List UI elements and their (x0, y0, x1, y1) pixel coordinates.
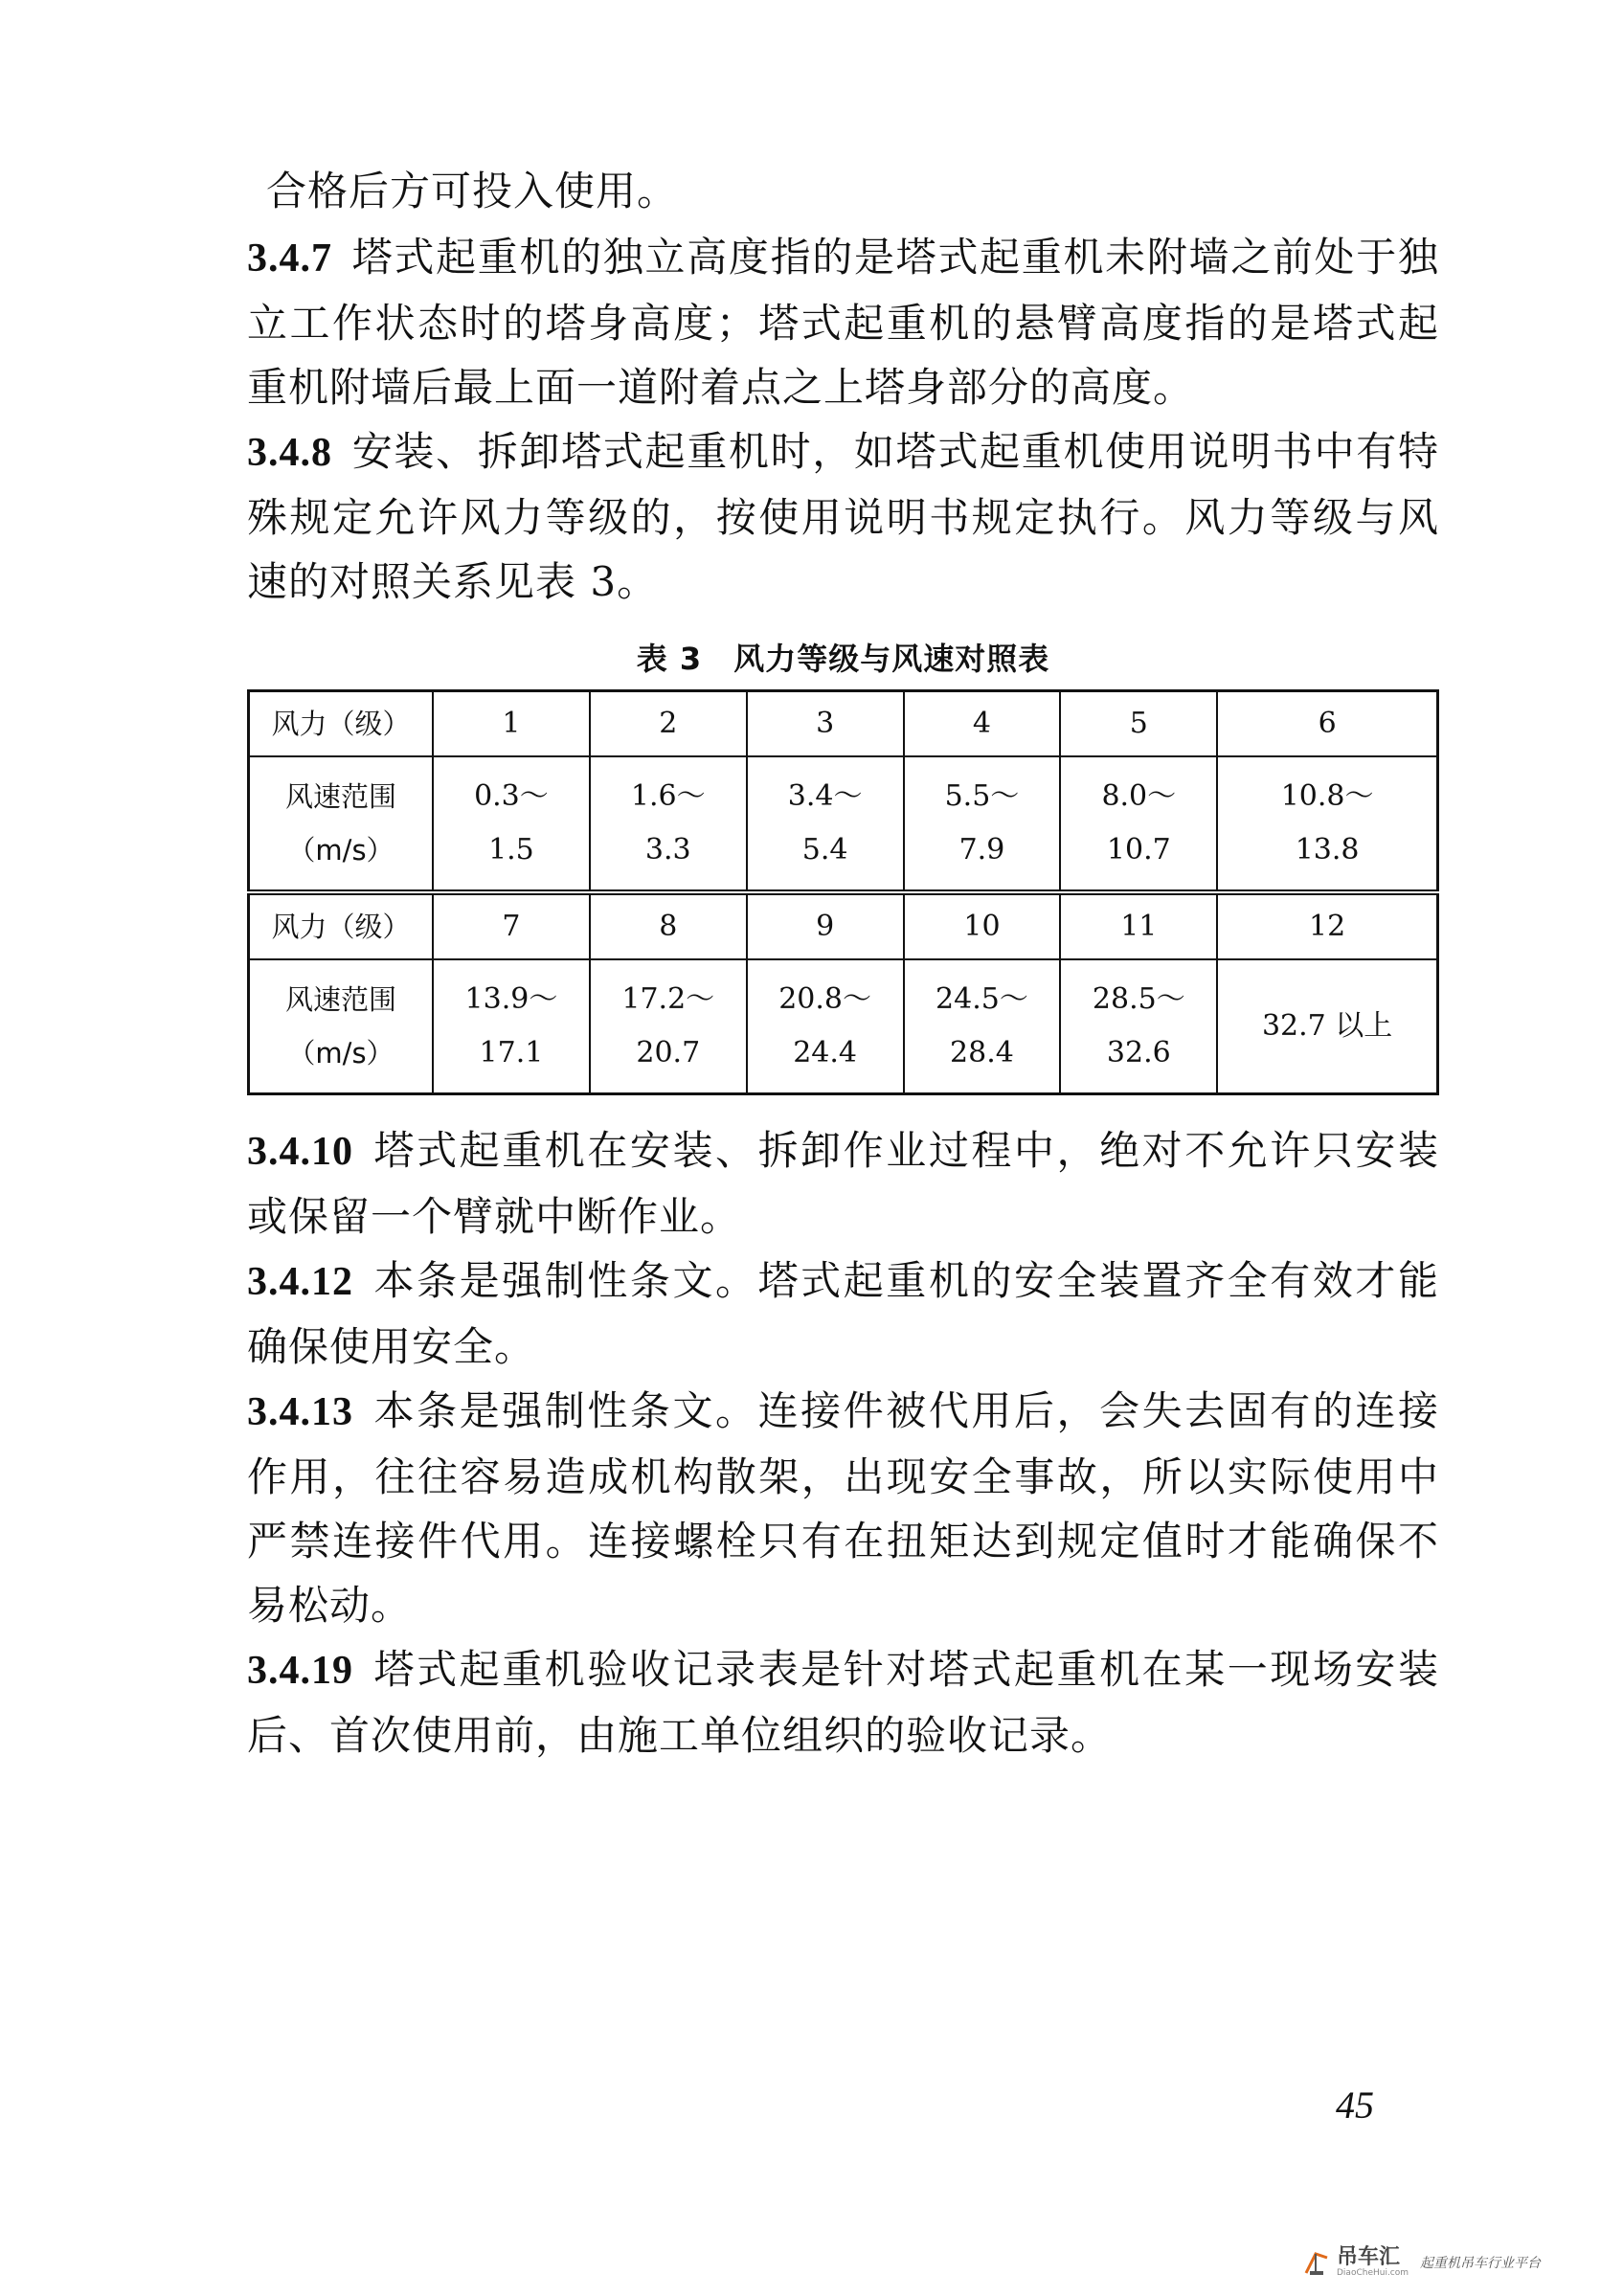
watermark-tagline: 起重机吊车行业平台 (1420, 2256, 1542, 2271)
speed-cell: 17.2～ 20.7 (590, 959, 747, 1094)
level-cell: 5 (1060, 691, 1217, 757)
table-row-levels-2 (249, 892, 1438, 959)
level-cell: 10 (904, 892, 1061, 959)
clause-number: 3.4.8 (247, 431, 332, 475)
speed-label-cell: 风速范围 （m/s） (249, 959, 434, 1094)
paragraph: 合格后方可投入使用。 (266, 168, 679, 214)
level-cell: 4 (904, 691, 1061, 757)
watermark-name: 吊车汇 (1337, 2245, 1401, 2269)
paragraph-3-4-13: 3.4.13 本条是强制性条文。连接件被代用后，会失去固有的连接作用，往往容易造成机构散架，出现安全事故，所以实际使用中严禁连接件代用。连接螺栓只有在扭矩达到规定值时才能确保不易松动。 (247, 1387, 1439, 1629)
crane-logo-icon (1302, 2248, 1331, 2277)
clause-number: 3.4.7 (247, 236, 332, 281)
paragraph-3-4-12: 3.4.12 本条是强制性条文。塔式起重机的安全装置齐全有效才能确保使用安全。 (247, 1257, 1439, 1370)
clause-number: 3.4.10 (247, 1130, 353, 1174)
table-row-speeds-1 (249, 756, 1438, 892)
level-cell: 1 (433, 691, 590, 757)
speed-cell: 0.3～ 1.5 (433, 756, 590, 892)
level-cell: 2 (590, 691, 747, 757)
speed-cell: 5.5～ 7.9 (904, 756, 1061, 892)
clause-number: 3.4.13 (247, 1390, 353, 1434)
paragraph-3-4-19: 3.4.19 塔式起重机验收记录表是针对塔式起重机在某一现场安装后、首次使用前，由施工单位组织的验收记录。 (247, 1646, 1439, 1759)
clause-number: 3.4.12 (247, 1260, 353, 1304)
body-text-before-table (247, 159, 1439, 614)
table-row-speeds-2 (249, 959, 1438, 1094)
speed-cell: 1.6～ 3.3 (590, 756, 747, 892)
speed-cell: 24.5～ 28.4 (904, 959, 1061, 1094)
watermark-url: DiaoCheHui.com (1337, 2268, 1409, 2278)
speed-cell: 20.8～ 24.4 (747, 959, 904, 1094)
paragraph-3-4-7: 3.4.7 塔式起重机的独立高度指的是塔式起重机未附墙之前处于独立工作状态时的塔身高度；塔式起重机的悬臂高度指的是塔式起重机附墙后最上面一道附着点之上塔身部分的高度。 (247, 234, 1439, 411)
page-number: 45 (1336, 2083, 1374, 2127)
speed-label-cell: 风速范围 （m/s） (249, 756, 434, 892)
level-cell: 9 (747, 892, 904, 959)
level-cell: 3 (747, 691, 904, 757)
level-cell: 12 (1217, 892, 1437, 959)
speed-cell: 10.8～ 13.8 (1217, 756, 1437, 892)
speed-cell: 13.9～ 17.1 (433, 959, 590, 1094)
watermark (1302, 2243, 1541, 2282)
paragraph-3-4-8: 3.4.8 安装、拆卸塔式起重机时，如塔式起重机使用说明书中有特殊规定允许风力等级的，按使用说明书规定执行。风力等级与风速的对照关系见表 3。 (247, 428, 1439, 605)
level-cell: 6 (1217, 691, 1437, 757)
paragraph-3-4-10: 3.4.10 塔式起重机在安装、拆卸作业过程中，绝对不允许只安装或保留一个臂就中断作业。 (247, 1127, 1439, 1240)
speed-cell: 8.0～ 10.7 (1060, 756, 1217, 892)
level-cell: 7 (433, 892, 590, 959)
wind-scale-table (247, 689, 1439, 1095)
clause-number: 3.4.19 (247, 1649, 353, 1693)
speed-cell: 3.4～ 5.4 (747, 756, 904, 892)
speed-cell: 28.5～ 32.6 (1060, 959, 1217, 1094)
level-label-cell: 风力（级） (249, 691, 434, 757)
body-text-after-table (247, 1118, 1439, 1767)
table-caption: 表 3 风力等级与风速对照表 (636, 641, 1050, 677)
speed-cell: 32.7 以上 (1217, 959, 1437, 1094)
level-cell: 11 (1060, 892, 1217, 959)
level-label-cell: 风力（级） (249, 892, 434, 959)
level-cell: 8 (590, 892, 747, 959)
table-row-levels-1 (249, 691, 1438, 757)
